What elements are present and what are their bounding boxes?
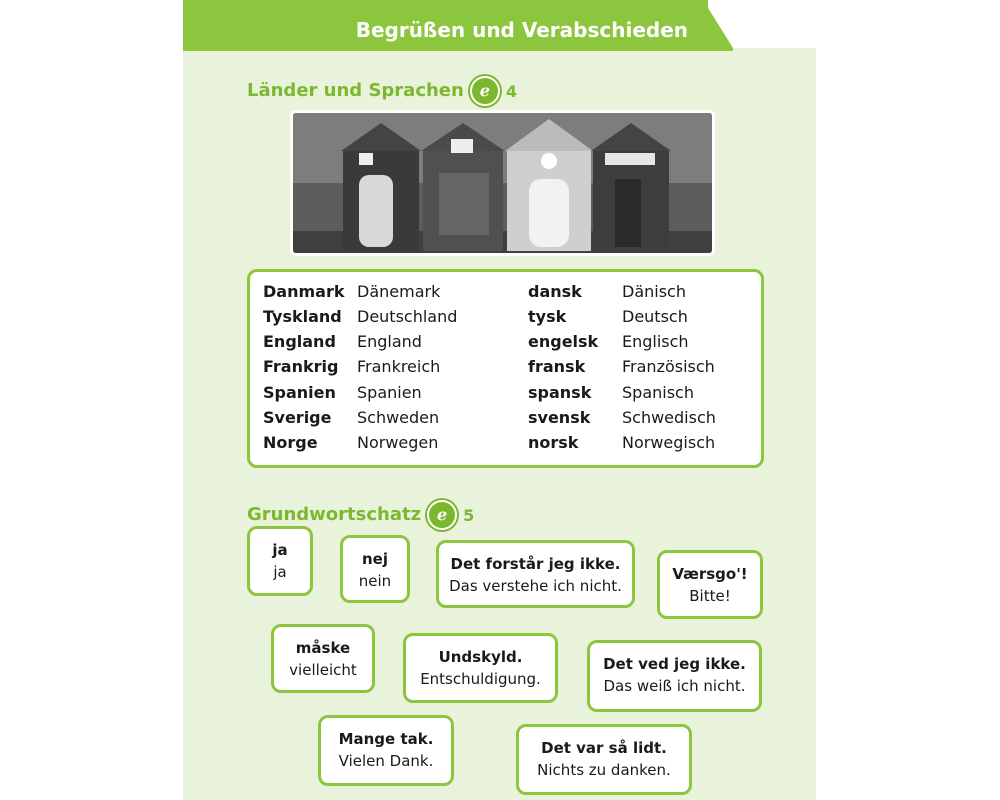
vocab-cell-lang-da: engelsk <box>528 332 599 351</box>
vocab-cell-lang-da: dansk <box>528 282 582 301</box>
phrase-german: Vielen Dank. <box>338 752 434 770</box>
vocab-cell-lang-da: tysk <box>528 307 567 326</box>
phrase-danish: Værsgo'! <box>672 565 748 583</box>
phrase-danish: Det var så lidt. <box>541 739 667 757</box>
vocab-cell-lang-de: Dänisch <box>622 282 686 301</box>
audio-track-number: 5 <box>463 505 475 525</box>
phrase-danish: ja <box>272 541 288 559</box>
vocab-cell-country-de: Norwegen <box>357 433 439 452</box>
vocab-cell-country-de: Dänemark <box>357 282 441 301</box>
huts-illustration <box>293 113 712 253</box>
vocab-cell-lang-da: svensk <box>528 408 591 427</box>
vocab-cell-country-de: Frankreich <box>357 357 441 376</box>
vocab-cell-country-da: Spanien <box>263 383 336 402</box>
page-title: Begrüßen und Verabschieden <box>355 18 688 42</box>
vocab-cell-country-da: Danmark <box>263 282 345 301</box>
vocab-cell-country-da: Tyskland <box>263 307 342 326</box>
vocab-cell-lang-de: Englisch <box>622 332 689 351</box>
phrase-card <box>247 526 313 596</box>
vocab-cell-country-de: Deutschland <box>357 307 458 326</box>
header-rule <box>183 48 733 51</box>
phrase-card <box>271 624 375 693</box>
phrase-german: Nichts zu danken. <box>537 761 671 779</box>
phrase-german: Bitte! <box>689 587 731 605</box>
vocab-cell-lang-de: Schwedisch <box>622 408 716 427</box>
phrase-card <box>587 640 762 712</box>
phrase-danish: Det forstår jeg ikke. <box>450 555 621 573</box>
phrase-danish: Mange tak. <box>338 730 434 748</box>
phrase-card <box>318 715 454 786</box>
phrase-german: Das verstehe ich nicht. <box>449 577 622 595</box>
vocab-cell-country-de: England <box>357 332 422 351</box>
phrase-german: ja <box>273 563 287 581</box>
vocab-cell-lang-da: spansk <box>528 383 592 402</box>
phrase-card <box>436 540 635 608</box>
vocab-cell-lang-de: Deutsch <box>622 307 688 326</box>
phrase-card <box>340 535 410 603</box>
section-title-laender <box>247 76 517 106</box>
vocab-cell-lang-de: Spanisch <box>622 383 694 402</box>
phrase-card <box>403 633 558 703</box>
phrase-german: nein <box>358 572 392 590</box>
phrase-card <box>657 550 763 619</box>
phrase-danish: Det ved jeg ikke. <box>603 655 746 673</box>
phrase-german: Entschuldigung. <box>420 670 541 688</box>
vocab-cell-country-da: Frankrig <box>263 357 339 376</box>
vocab-cell-lang-da: norsk <box>528 433 579 452</box>
ear-icon: ℯ <box>470 76 500 106</box>
vocab-cell-country-da: Sverige <box>263 408 332 427</box>
vocab-cell-country-da: England <box>263 332 336 351</box>
phrase-danish: måske <box>295 639 351 657</box>
section-title-grundwortschatz-text: Grundwortschatz <box>247 504 422 525</box>
header-band <box>183 0 816 48</box>
vocab-cell-lang-de: Französisch <box>622 357 715 376</box>
photo-huts <box>290 110 715 256</box>
vocab-cell-lang-da: fransk <box>528 357 586 376</box>
vocab-cell-lang-de: Norwegisch <box>622 433 716 452</box>
phrase-german: vielleicht <box>289 661 357 679</box>
audio-track-number: 4 <box>505 81 517 101</box>
vocab-cell-country-da: Norge <box>263 433 318 452</box>
header-tab-shape <box>683 0 733 48</box>
vocab-cell-country-de: Schweden <box>357 408 440 427</box>
phrase-german: Das weiß ich nicht. <box>603 677 746 695</box>
ear-icon: ℯ <box>427 500 457 530</box>
phrase-danish: nej <box>362 550 388 568</box>
phrase-card <box>516 724 692 795</box>
vocab-cell-country-de: Spanien <box>357 383 422 402</box>
section-title-laender-text: Länder und Sprachen <box>247 80 464 101</box>
phrase-danish: Undskyld. <box>438 648 523 666</box>
